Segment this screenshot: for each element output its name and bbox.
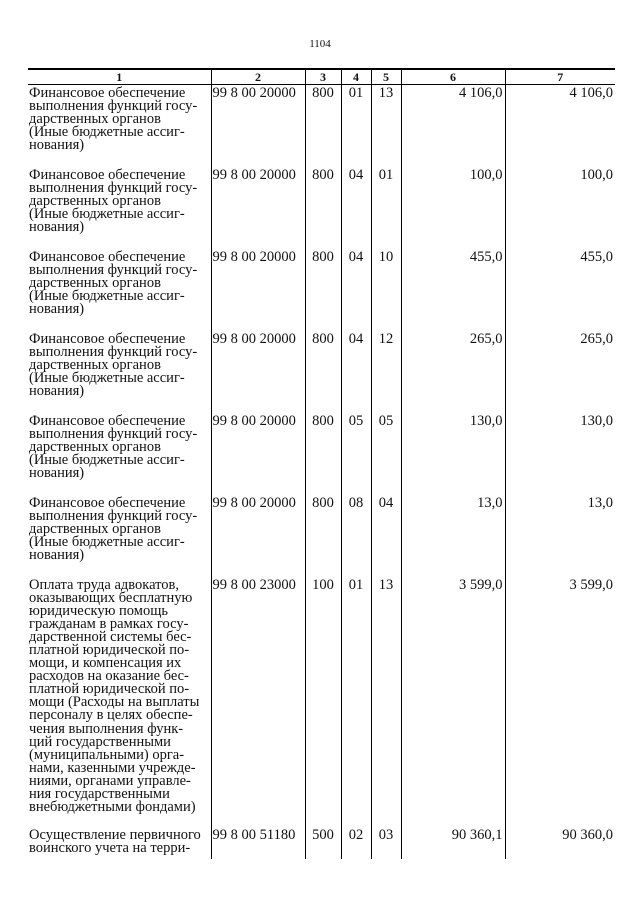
column-header-4: 4 [341, 69, 371, 85]
expense-name-cell: Финансовое обеспечение выполнения функций госу- дарственных органов (Иные бюджетные ассиг- нования) [28, 495, 211, 577]
target-code-cell: 99 8 00 20000 [211, 249, 305, 331]
target-code-cell: 99 8 00 51180 [211, 827, 305, 859]
subsection-cell: 03 [371, 827, 401, 859]
amount-cell-1: 100,0 [401, 167, 505, 249]
amount-cell-1: 130,0 [401, 413, 505, 495]
amount-cell-2: 90 360,0 [505, 827, 615, 859]
page-number: 1104 [309, 38, 331, 50]
table-row [28, 249, 615, 331]
target-code-cell: 99 8 00 20000 [211, 167, 305, 249]
expense-type-cell: 800 [305, 167, 341, 249]
table-row [28, 331, 615, 413]
target-code-cell: 99 8 00 20000 [211, 331, 305, 413]
expense-name-cell: Финансовое обеспечение выполнения функций госу- дарственных органов (Иные бюджетные ассиг- нования) [28, 331, 211, 413]
column-header-5: 5 [371, 69, 401, 85]
amount-cell-1: 13,0 [401, 495, 505, 577]
column-header-2: 2 [211, 69, 305, 85]
subsection-cell: 05 [371, 413, 401, 495]
expense-type-cell: 800 [305, 413, 341, 495]
column-header-7: 7 [505, 69, 615, 85]
target-code-cell: 99 8 00 20000 [211, 495, 305, 577]
expense-name-cell: Финансовое обеспечение выполнения функций госу- дарственных органов (Иные бюджетные ассиг- нования) [28, 85, 211, 167]
amount-cell-2: 455,0 [505, 249, 615, 331]
amount-cell-2: 265,0 [505, 331, 615, 413]
amount-cell-1: 265,0 [401, 331, 505, 413]
table-row [28, 85, 615, 167]
section-cell: 04 [341, 331, 371, 413]
budget-table [28, 68, 615, 859]
amount-cell-1: 4 106,0 [401, 85, 505, 167]
expense-type-cell: 800 [305, 85, 341, 167]
column-header-1: 1 [28, 69, 211, 85]
expense-name-cell: Финансовое обеспечение выполнения функций госу- дарственных органов (Иные бюджетные ассиг- нования) [28, 167, 211, 249]
column-header-6: 6 [401, 69, 505, 85]
section-cell: 01 [341, 85, 371, 167]
expense-type-cell: 800 [305, 249, 341, 331]
expense-type-cell: 100 [305, 577, 341, 827]
amount-cell-2: 4 106,0 [505, 85, 615, 167]
target-code-cell: 99 8 00 20000 [211, 413, 305, 495]
target-code-cell: 99 8 00 23000 [211, 577, 305, 827]
section-cell: 04 [341, 249, 371, 331]
subsection-cell: 13 [371, 85, 401, 167]
section-cell: 01 [341, 577, 371, 827]
subsection-cell: 13 [371, 577, 401, 827]
section-cell: 04 [341, 167, 371, 249]
expense-type-cell: 800 [305, 331, 341, 413]
expense-name-cell: Финансовое обеспечение выполнения функций госу- дарственных органов (Иные бюджетные ассиг- нования) [28, 413, 211, 495]
amount-cell-2: 3 599,0 [505, 577, 615, 827]
subsection-cell: 04 [371, 495, 401, 577]
table-row [28, 577, 615, 827]
table-row [28, 413, 615, 495]
expense-type-cell: 800 [305, 495, 341, 577]
table-row [28, 495, 615, 577]
subsection-cell: 12 [371, 331, 401, 413]
amount-cell-1: 3 599,0 [401, 577, 505, 827]
table-row [28, 167, 615, 249]
section-cell: 02 [341, 827, 371, 859]
column-header-3: 3 [305, 69, 341, 85]
subsection-cell: 10 [371, 249, 401, 331]
expense-name-cell: Осуществление первичного воинского учета на терри- [28, 827, 211, 859]
amount-cell-2: 130,0 [505, 413, 615, 495]
amount-cell-2: 13,0 [505, 495, 615, 577]
amount-cell-1: 90 360,1 [401, 827, 505, 859]
section-cell: 05 [341, 413, 371, 495]
target-code-cell: 99 8 00 20000 [211, 85, 305, 167]
amount-cell-2: 100,0 [505, 167, 615, 249]
header-row [28, 69, 615, 85]
section-cell: 08 [341, 495, 371, 577]
table-row [28, 827, 615, 859]
expense-type-cell: 500 [305, 827, 341, 859]
expense-name-cell: Оплата труда адвокатов, оказывающих бесплатную юридическую помощь гражданам в рамках госу- дарственной системы бес- платной юридической по- мощи, и компенсация их расходов на оказание бес- платной юридической по- мощи (Расходы на выплаты персоналу в целях обеспе- чения выполнения функ- ций государственными (муниципальными) орга- нами, казенными учрежде- ниями, органами управле- ния государственными внебюджетными фондами) [28, 577, 211, 827]
subsection-cell: 01 [371, 167, 401, 249]
amount-cell-1: 455,0 [401, 249, 505, 331]
expense-name-cell: Финансовое обеспечение выполнения функций госу- дарственных органов (Иные бюджетные ассиг- нования) [28, 249, 211, 331]
